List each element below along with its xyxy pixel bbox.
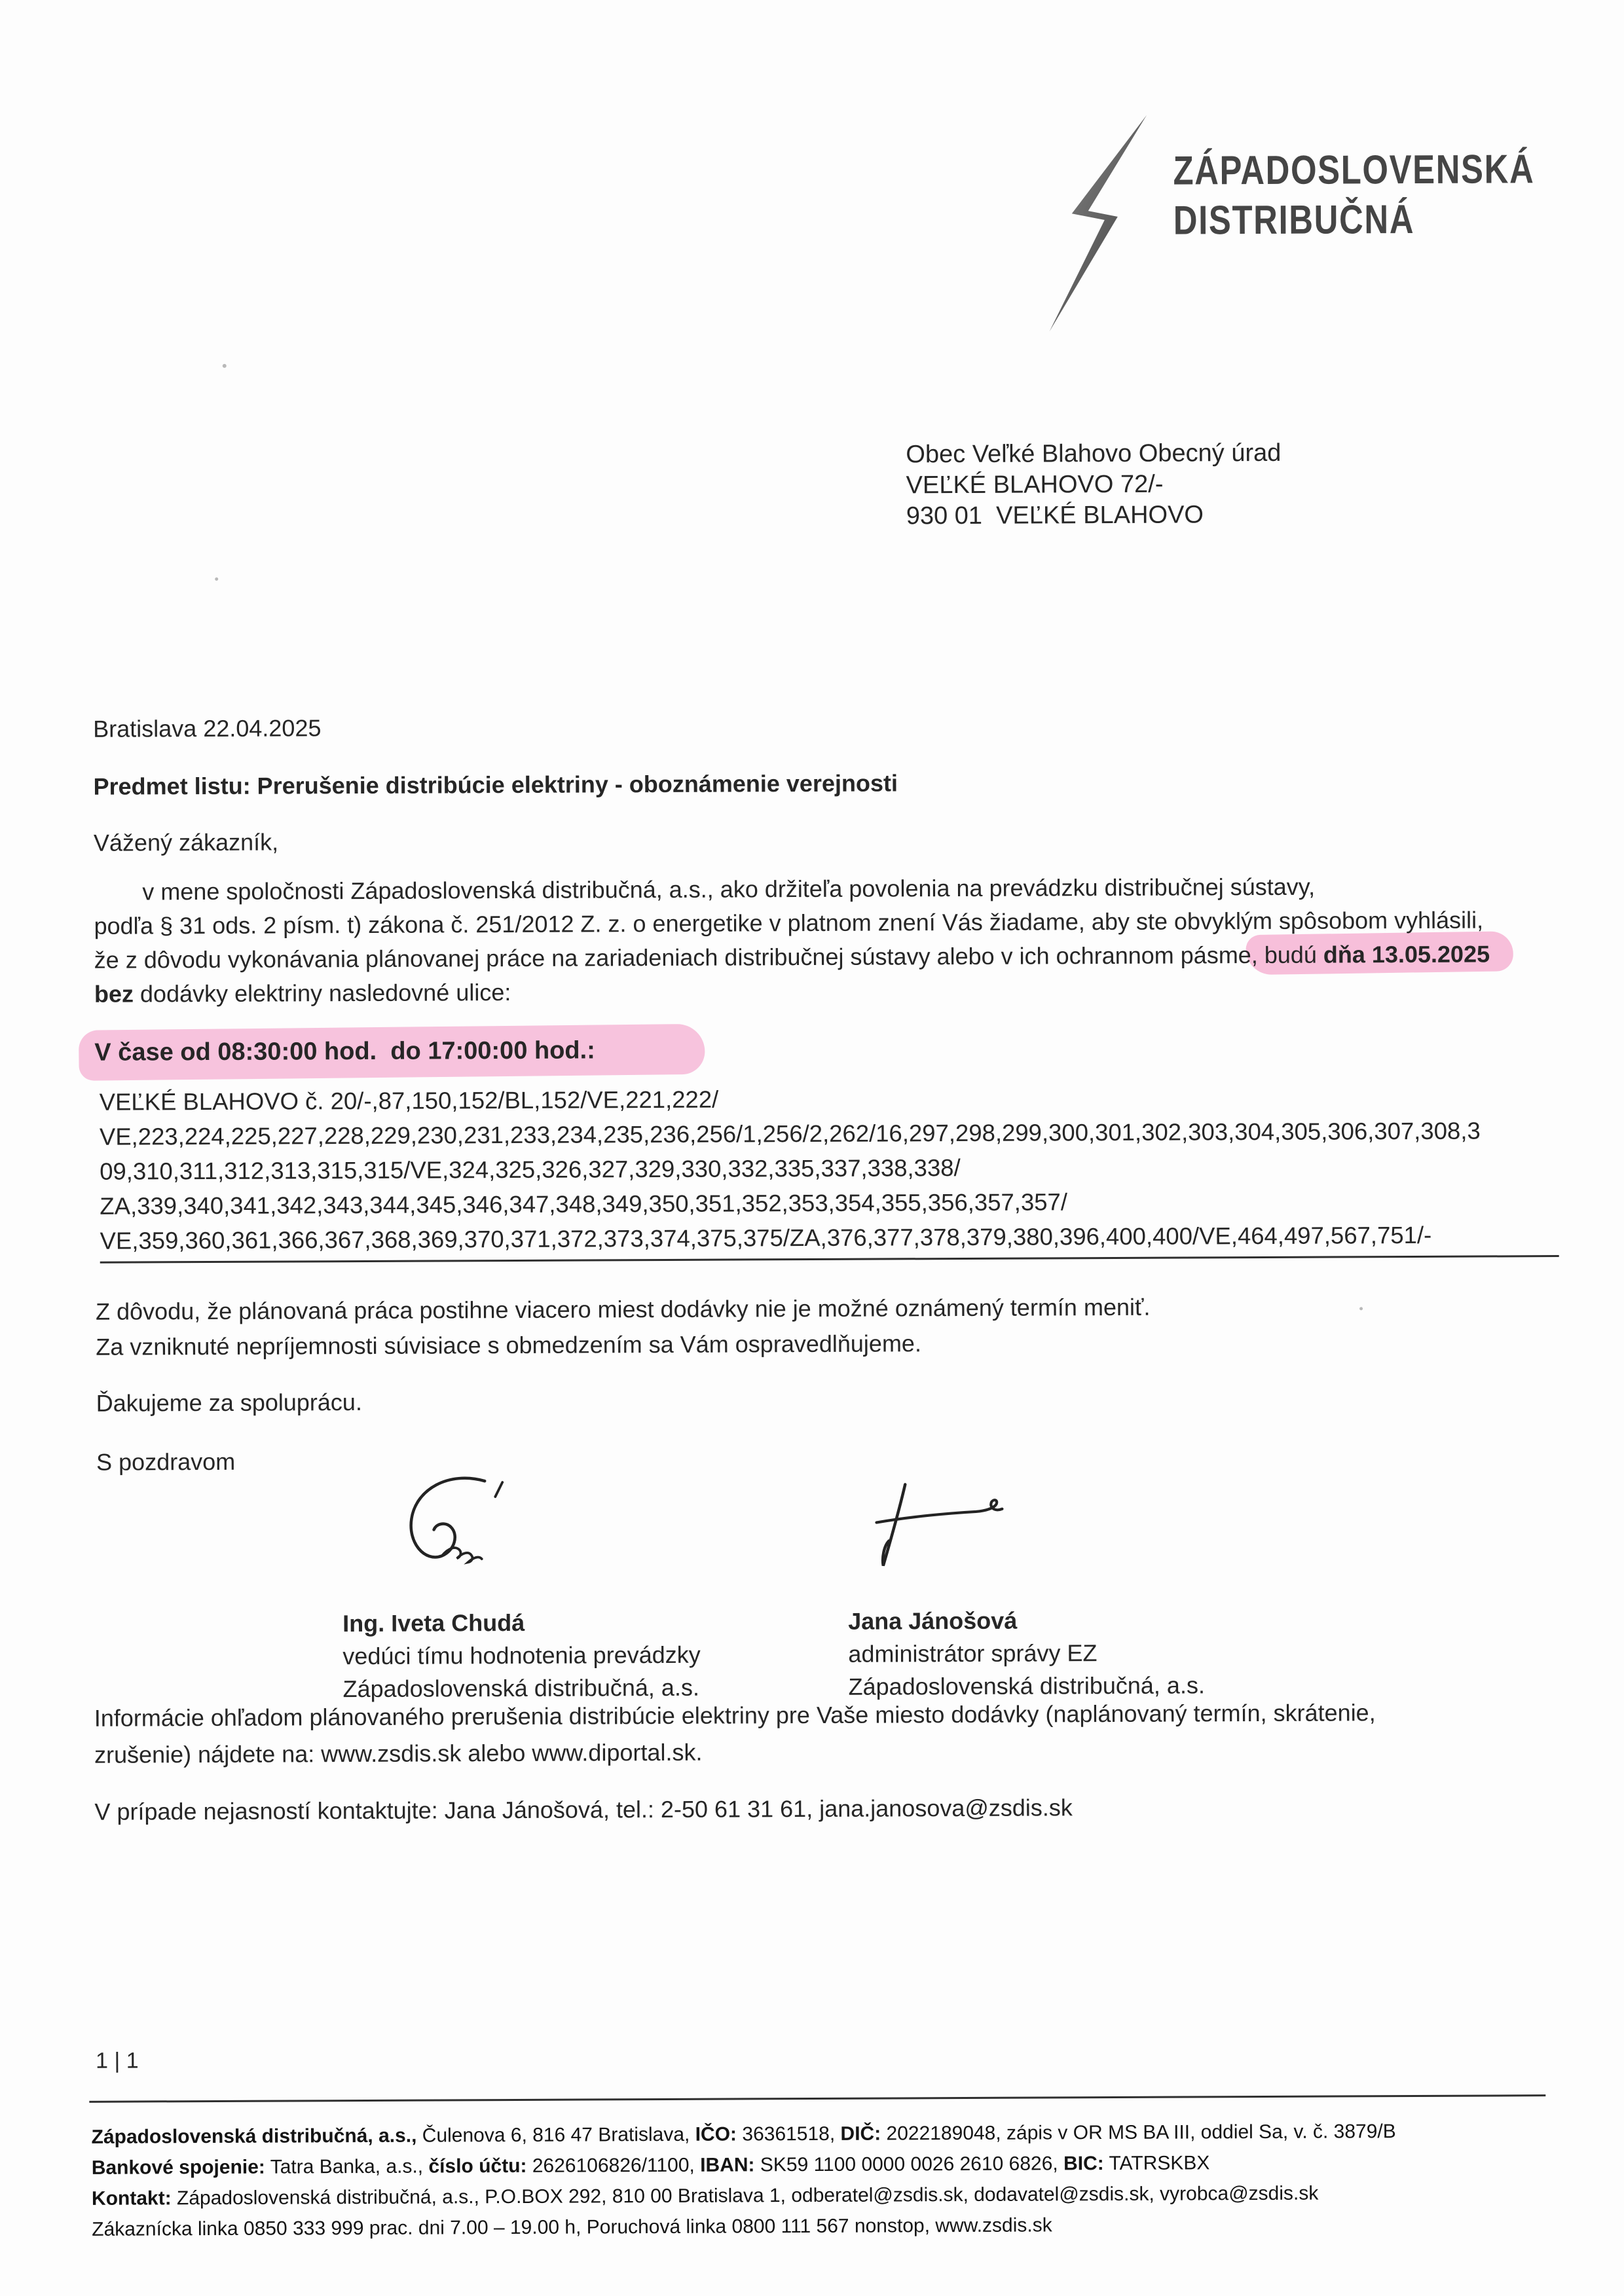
signatory-left-name: Ing. Iveta Chudá — [342, 1609, 525, 1637]
signatory-left-company: Západoslovenská distribučná, a.s. — [342, 1673, 699, 1703]
footer-text: 36361518, — [736, 2123, 841, 2145]
streets-line-3: 09,310,311,312,313,315,315/VE,324,325,326,327,329,330,332,335,337,338,338/ — [100, 1154, 961, 1185]
note-line-1: Z dôvodu, že plánovaná práca postihne viacero miest dodávky nie je možné oznámený termín meniť. — [95, 1293, 1151, 1325]
footer-ico-label: IČO: — [695, 2123, 737, 2145]
signatory-left-role: vedúci tímu hodnotenia prevádzky — [342, 1641, 701, 1670]
footer-contact-label: Kontakt: — [91, 2187, 172, 2210]
signatory-right-company: Západoslovenská distribučná, a.s. — [848, 1671, 1205, 1700]
note-line-2: Za vzniknuté nepríjemnosti súvisiace s obmedzením sa Vám ospravedlňujeme. — [96, 1330, 922, 1360]
footer-bic-label: BIC: — [1063, 2153, 1104, 2175]
salutation: Vážený zákazník, — [93, 828, 279, 856]
footer-text: 2022189048, zápis v OR MS BA III, oddiel Sa, v. č. 3879/B — [881, 2121, 1396, 2145]
lightning-bolt-icon — [1042, 115, 1154, 332]
streets-line-2: VE,223,224,225,227,228,229,230,231,233,234,235,236,256/1,256/2,262/16,297,298,299,300,301,302,303,304,305,306,307,308,3 — [99, 1117, 1481, 1150]
info-line-1: Informácie ohľadom plánovaného prerušenia distribúcie elektriny pre Vaše miesto dodávky (naplánovaný termín, skrátenie, — [94, 1699, 1376, 1732]
date-line: Bratislava 22.04.2025 — [93, 714, 322, 742]
footer-text: Zákaznícka linka 0850 333 999 prac. dni 7.00 – 19.00 h, Poruchová linka 0800 111 567 nonstop, www.zsdis.sk — [92, 2214, 1052, 2240]
footer-bank-label: Bankové spojenie: — [91, 2156, 265, 2179]
footer-text: Tatra Banka, a.s., — [265, 2155, 429, 2178]
closing-line: S pozdravom — [96, 1448, 236, 1476]
body-line-4-bold: bez — [94, 980, 134, 1008]
footer-text: SK59 1100 0000 0026 2610 6826, — [754, 2153, 1064, 2176]
scan-speckle — [215, 577, 218, 581]
signature-right — [864, 1480, 1016, 1573]
streets-line-1: VEĽKÉ BLAHOVO č. 20/-,87,150,152/BL,152/VE,221,222/ — [99, 1085, 719, 1116]
footer-dic-label: DIČ: — [840, 2123, 881, 2145]
streets-line-5-text: VE,359,360,361,366,367,368,369,370,371,372,373,374,375,375/ZA,376,377,378,379,380,396,400,400/VE,464,497,567,751/- — [100, 1217, 1559, 1264]
note-paragraph — [96, 1290, 1151, 1365]
body-line-1: v mene spoločnosti Západoslovenská distribučná, a.s., ako držiteľa povolenia na prevádzku distribučnej sústavy, — [142, 873, 1316, 905]
affected-streets-list — [100, 1078, 1559, 1264]
signatory-left — [342, 1606, 701, 1705]
footer-line-1 — [91, 2115, 1558, 2153]
page-number: 1 | 1 — [95, 2048, 139, 2073]
info-paragraph — [94, 1694, 1376, 1774]
subject-line: Predmet listu: Prerušenie distribúcie elektriny - oboznámenie verejnosti — [93, 769, 898, 800]
outage-time-line — [94, 1036, 595, 1066]
footer — [91, 2115, 1559, 2245]
body-line-4-text: dodávky elektriny nasledovné ulice: — [133, 979, 511, 1008]
info-line-2: zrušenie) nájdete na: www.zsdis.sk alebo www.diportal.sk. — [94, 1738, 703, 1768]
footer-iban-label: IBAN: — [700, 2154, 755, 2176]
recipient-address — [906, 438, 1282, 532]
company-logo-text — [1173, 145, 1535, 246]
signature-left — [386, 1469, 531, 1581]
recipient-line: Obec Veľké Blahovo Obecný úrad — [906, 439, 1282, 469]
body-line-4 — [94, 971, 1574, 1011]
footer-divider — [89, 2094, 1545, 2103]
highlighted-time-range: V čase od 08:30:00 hod. do 17:00:00 hod.: — [94, 1036, 595, 1066]
thanks-line: Ďakujeme za spoluprácu. — [96, 1389, 362, 1417]
streets-line-4: ZA,339,340,341,342,343,344,345,346,347,348,349,350,351,352,353,354,355,356,357,357/ — [100, 1188, 1068, 1220]
footer-text: TATRSKBX — [1103, 2152, 1210, 2175]
footer-line-4 — [92, 2208, 1559, 2245]
highlighted-outage-date: dňa 13.05.2025 — [1323, 940, 1490, 968]
signatory-right-role: administrátor správy EZ — [848, 1639, 1098, 1667]
logo-line-1: ZÁPADOSLOVENSKÁ — [1173, 147, 1535, 194]
footer-text: 2626106826/1100, — [526, 2154, 701, 2177]
body-paragraph — [94, 869, 1574, 1011]
logo-line-2: DISTRIBUČNÁ — [1173, 196, 1415, 244]
footer-account-label: číslo účtu: — [428, 2155, 527, 2178]
streets-line-5 — [100, 1217, 1559, 1264]
recipient-line: 930 01 VEĽKÉ BLAHOVO — [906, 501, 1204, 530]
recipient-line: VEĽKÉ BLAHOVO 72/- — [906, 470, 1164, 500]
footer-text: Západoslovenská distribučná, a.s., P.O.BOX 292, 810 00 Bratislava 1, odberatel@zsdis.sk, dodavatel@zsdis.sk, vyrobca@zsdis.sk — [171, 2182, 1319, 2210]
company-logo — [1042, 113, 1614, 332]
signatory-right-name: Jana Jánošová — [848, 1607, 1018, 1635]
contact-line: V prípade nejasností kontaktujte: Jana Jánošová, tel.: 2-50 61 31 61, jana.janosova@zsdis.sk — [94, 1794, 1073, 1825]
footer-text: Čulenova 6, 816 47 Bratislava, — [416, 2123, 695, 2147]
body-line-2: podľa § 31 ods. 2 písm. t) zákona č. 251/2012 Z. z. o energetike v platnom znení Vás žiadame, aby ste obvyklým spôsobom vyhlásili, — [94, 906, 1484, 939]
footer-company-bold: Západoslovenská distribučná, a.s., — [91, 2124, 417, 2148]
scan-speckle — [1359, 1307, 1363, 1310]
body-line-3 — [94, 937, 1574, 977]
body-line-3-text: že z dôvodu vykonávania plánovanej práce na zariadeniach distribučnej sústavy alebo v ich ochrannom pásme, budú — [94, 941, 1323, 974]
scan-speckle — [223, 364, 227, 368]
signatory-right — [848, 1603, 1205, 1703]
